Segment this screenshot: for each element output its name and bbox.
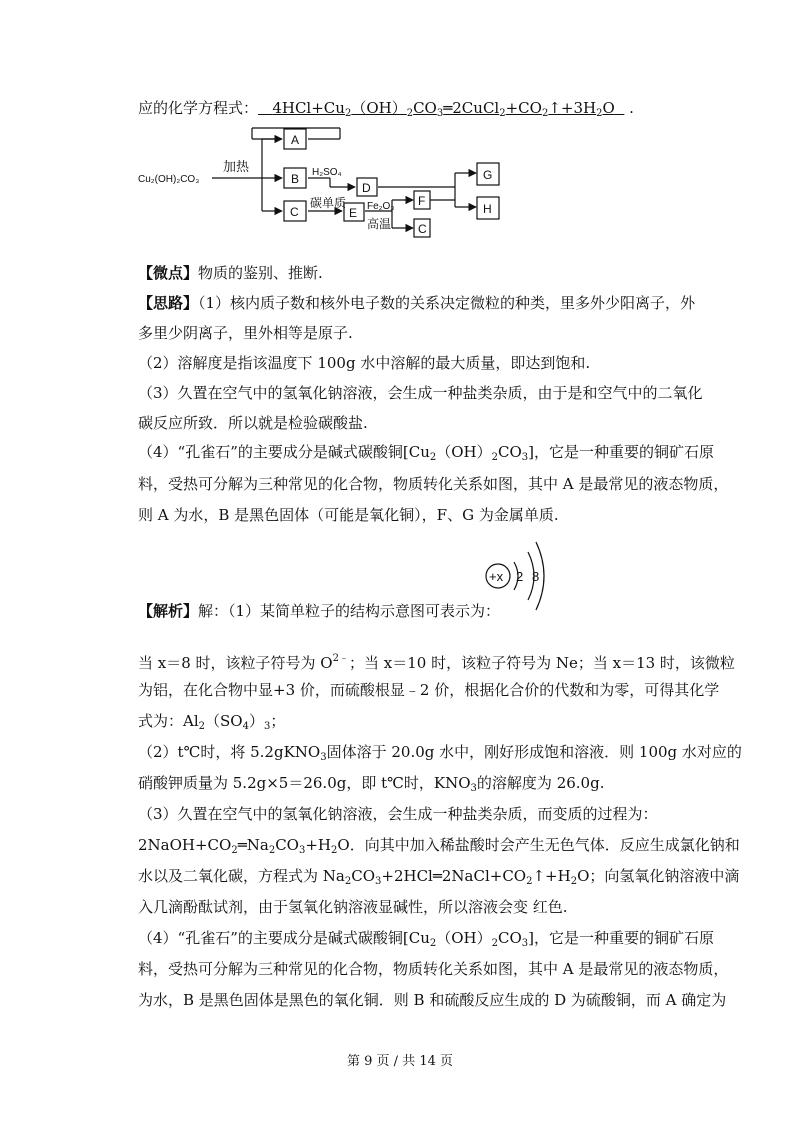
line-3: 多里少阴离子，里外相等是原子.: [138, 324, 353, 342]
high-temp-label: 高温: [367, 217, 392, 231]
box-h-label: H: [483, 202, 492, 216]
equation-line: 应的化学方程式： $4HCl+Cu_2(OH)_2CO_3═2CuCl_2+CO_2↑+3H_2O$ .: [138, 99, 634, 119]
line-12: 为铝，在化合物中显+3 价，而硫酸根显﹣2 价，根据化合价的代数和为零，可得其化学: [138, 681, 720, 699]
chemical-equation: $4HCl+Cu_2(OH)_2CO_3═2CuCl_2+CO_2↑+3H_2O$: [272, 99, 615, 119]
box-d-label: D: [362, 181, 371, 195]
shell-1-count: 2: [516, 569, 524, 584]
box-b-label: B: [291, 172, 300, 186]
box-a-label: A: [291, 133, 300, 147]
line-1: 【微点】物质的鉴别、推断.: [138, 264, 323, 282]
line-13: 式为：$Al_2(SO_4)_3$；: [138, 712, 286, 732]
line-16: （3）久置在空气中的氢氧化钠溶液，会生成一种盐类杂质，而变质的过程为：: [138, 805, 658, 823]
line-22: 为水，B 是黑色固体是黑色的氧化铜．则 B 和硫酸反应生成的 D 为硫酸铜，而 A 确定为: [138, 991, 727, 1009]
line-7: （4）“孔雀石”的主要成分是碱式碳酸铜$[Cu_2(OH)_2CO_3]$，它是一种重要的铜矿石原: [138, 443, 715, 463]
line-8: 料，受热可分解为三种常见的化合物，物质转化关系如图，其中 A 是最常见的液态物质，: [138, 475, 729, 493]
page-footer: 第 9 页 / 共 14 页: [347, 1054, 453, 1069]
line-10: 【解析】解：（1）某简单粒子的结构示意图可表示为：: [138, 602, 501, 620]
line-4: （2）溶解度是指该温度下 100g 水中溶解的最大质量，即达到饱和.: [138, 354, 591, 372]
line-17: $2NaOH+CO_2═Na_2CO_3+H_2O$．向其中加入稀盐酸时会产生无色气体．反应生成氯化钠和: [138, 836, 740, 856]
line-21: 料，受热可分解为三种常见的化合物，物质转化关系如图，其中 A 是最常见的液态物质，: [138, 960, 729, 978]
box-c2-label: C: [418, 222, 427, 236]
conversion-diagram: [130, 125, 510, 245]
line-15: 硝酸钾质量为 5.2g×5＝26.0g，即 t℃时，$KNO_3$的溶解度为 26.0g.: [138, 774, 605, 794]
line-18: 水以及二氧化碳，方程式为 $Na_2CO_3+2HCl═2NaCl+CO_2↑+H_2O$；向氢氧化钠溶液中滴: [138, 867, 740, 887]
h2so4-label: H₂SO₄: [312, 167, 342, 178]
line-9: 则 A 为水，B 是黑色固体（可能是氧化铜），F、G 为金属单质.: [138, 506, 559, 524]
box-g-label: G: [483, 168, 493, 182]
box-e-label: E: [349, 206, 358, 220]
carbon-label: 碳单质: [310, 196, 347, 210]
box-f-label: F: [418, 194, 426, 208]
line-20: （4）“孔雀石”的主要成分是碱式碳酸铜$[Cu_2(OH)_2CO_3]$，它是一种重要的铜矿石原: [138, 929, 715, 949]
line-19: 入几滴酚酞试剂，由于氢氧化钠溶液显碱性，所以溶液会变 红色.: [138, 898, 568, 916]
heat-label: 加热: [223, 159, 250, 174]
line-14: （2）t℃时，将 5.2gKNO$_3$固体溶于 20.0g 水中，刚好形成饱和溶液．则 100g 水对应的: [138, 743, 742, 763]
nucleus-label: +x: [489, 569, 504, 584]
start-compound: Cu₂(OH)₂CO₃: [138, 174, 200, 185]
line-2: 【思路】（1）核内质子数和核外电子数的关系决定微粒的种类，里多外少阳离子，外: [138, 294, 696, 312]
line-5: （3）久置在空气中的氢氧化钠溶液，会生成一种盐类杂质，由于是和空气中的二氧化: [138, 384, 703, 402]
fe2o3-label: Fe₂O₃: [367, 201, 395, 212]
shell-2-count: 8: [532, 569, 540, 584]
line-6: 碳反应所致．所以就是检验碳酸盐.: [138, 414, 368, 432]
box-c-label: C: [290, 205, 299, 219]
equation-prefix: 应的化学方程式：: [138, 99, 259, 117]
line-11: 当 x＝8 时，该粒子符号为 $O^{2﹣}$；当 x＝10 时，该粒子符号为 Ne；当 x＝13 时，该微粒: [138, 653, 735, 672]
